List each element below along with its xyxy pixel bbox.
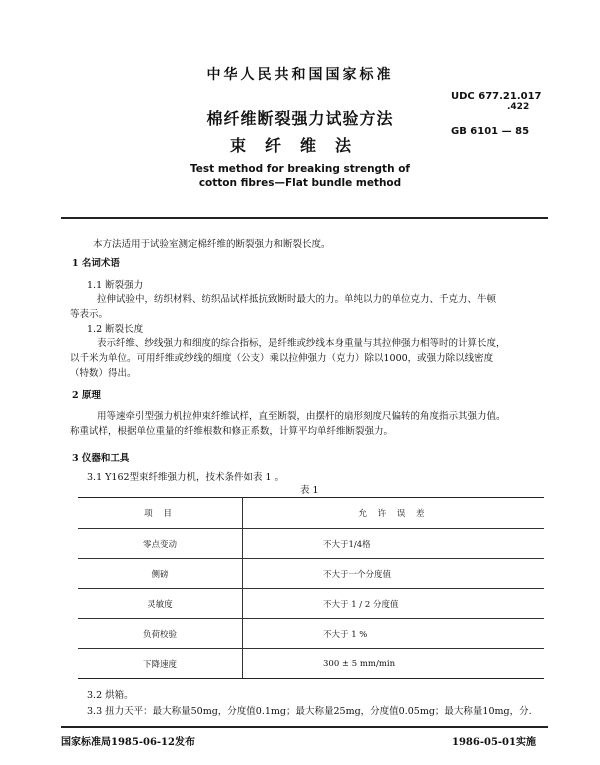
table-caption: 表 1 [300,485,319,496]
footer-divider [61,726,548,728]
section-3-1-text: 3.1 Y162型束纤维强力机，技术条件如表 1 。 [87,472,285,483]
section-3-2-text: 3.2 烘箱。 [87,690,134,701]
title-english-line1: Test method for breaking strength of [190,163,410,175]
title-english-line2: cotton fibres—Flat bundle method [198,177,402,189]
intro-paragraph: 本方法适用于试验室测定棉纤维的断裂强力和断裂长度。 [93,239,331,250]
standard-header: 中华人民共和国国家标准 [206,67,394,83]
header-divider [61,217,548,219]
section-1-2-heading: 1.2 断裂长度 [87,324,144,335]
table-cell-tolerance: 不大于一个分度值 [243,559,545,589]
table-cell-item: 下降速度 [78,649,243,679]
table-cell-item: 侧磅 [78,559,243,589]
section-2-text-line2: 称重试样，根据单位重量的纤维根数和修正系数，计算平均单纤维断裂强力。 [70,426,394,437]
table-cell-tolerance: 不大于 1 / 2 分度值 [243,589,545,619]
section-1-heading: 1 名词术语 [72,258,120,269]
section-1-2-text-line3: （特数）得出。 [70,368,137,379]
section-1-2-text-line2: 以千米为单位。可用纤维或纱线的细度（公支）乘以拉伸强力（克力）除以1000，或强力除以线密度 [70,353,494,364]
table-cell-item: 零点变动 [78,529,243,559]
table-header-row [78,498,544,529]
udc-code: UDC 677.21.017 [451,91,542,102]
table-row [78,649,544,679]
effective-date: 1986-05-01实施 [452,737,536,748]
tolerance-table [78,497,544,679]
section-3-heading: 3 仪器和工具 [72,453,130,464]
udc-code-suffix: .422 [507,102,530,112]
table-cell-item: 灵敏度 [78,589,243,619]
section-1-1-text-line2: 等表示。 [70,309,109,320]
section-3-3-text: 3.3 扭力天平：最大称量50mg，分度值0.1mg；最大称量25mg，分度值0.05mg；最大称量10mg，分. [87,706,532,717]
table-header-tolerance: 允 许 误 差 [243,498,545,529]
title-chinese-line1: 棉纤维断裂强力试验方法 [206,109,394,128]
table-header-item: 项 目 [78,498,243,529]
table-cell-tolerance: 300 ± 5 mm/min [243,649,545,679]
table-cell-item: 负荷校验 [78,619,243,649]
section-2-text-line1: 用等速牵引型强力机拉伸束纤维试样，直至断裂，由摆杆的扇形刻度尺偏转的角度指示其强力值。 [97,411,506,422]
table-row [78,589,544,619]
title-chinese-line2: 束纤维法 [229,136,370,155]
table-row [78,529,544,559]
table-cell-tolerance: 不大于1/4格 [243,529,545,559]
table-row [78,619,544,649]
table-cell-tolerance: 不大于 1 % [243,619,545,649]
gb-code: GB 6101 — 85 [451,126,530,137]
section-1-1-text-line1: 拉伸试验中，纺织材料、纺织品试样抵抗致断时最大的力。单纯以力的单位克力、千克力、牛顿 [97,294,497,305]
table-row [78,559,544,589]
section-2-heading: 2 原理 [72,390,101,401]
section-1-1-heading: 1.1 断裂强力 [87,280,144,291]
issue-date: 国家标准局1985-06-12发布 [61,737,195,748]
section-1-2-text-line1: 表示纤维、纱线强力和细度的综合指标，是纤维或纱线本身重量与其拉伸强力相等时的计算长度， [97,338,506,349]
